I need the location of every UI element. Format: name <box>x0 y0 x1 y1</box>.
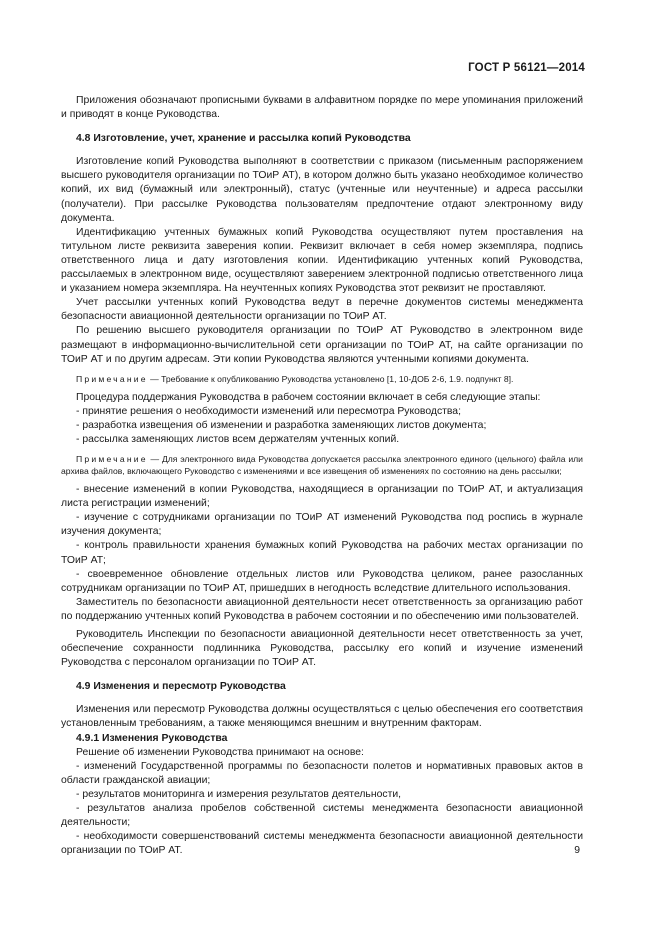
list-item: - разработка извещения об изменении и разработка заменяющих листов документа; <box>76 419 487 431</box>
note-text: — Требование к опубликованию Руководства установлено [1, 10-ДОБ 2-6, 1.9. подпункт 8]. <box>147 373 514 384</box>
list-item: - принятие решения о необходимости изменений или пересмотра Руководства; <box>76 405 461 417</box>
paragraph: Учет рассылки учтенных копий Руководства ведут в перечне документов системы менеджмента безопасности авиационной деятельности организации по ТОиР АТ. <box>61 297 583 323</box>
paragraph: Заместитель по безопасности авиационной деятельности несет ответственность за организацию работ по поддержанию учтенных копий Руководства в рабочем состоянии и по обеспечению ими пользователей. <box>61 596 583 622</box>
bullet-list <box>61 405 583 447</box>
paragraph: Изготовление копий Руководства выполняют в соответствии с приказом (письменным распоряжением высшего руководителя организации по ТОиР АТ), в котором должно быть указано необходимое количество копий, их вид (бумажный или электронный), статус (учтенные или неучтенные) и адреса рассылки (получатели). При рассылке Руководства пользователям предпочтение отдают электронному виду документа. <box>61 156 583 224</box>
note <box>61 453 583 477</box>
note-label: Примечание <box>76 454 148 465</box>
note-label: Примечание <box>76 373 148 384</box>
section-heading-4-9: 4.9 Изменения и пересмотр Руководства <box>76 681 286 693</box>
bullet-list <box>61 760 583 859</box>
list-item: - контроль правильности хранения бумажных копий Руководства на рабочих местах организации по ТОиР АТ; <box>61 540 583 566</box>
paragraph: Процедура поддержания Руководства в рабочем состоянии включает в себя следующие этапы: <box>76 391 541 403</box>
list-item: - результатов анализа пробелов собственной системы менеджмента безопасности авиационной деятельности; <box>61 803 583 829</box>
list-item: - изменений Государственной программы по безопасности полетов и нормативных правовых актов в области гражданской авиации; <box>61 760 583 786</box>
paragraph: Изменения или пересмотр Руководства должны осуществляться с целью обеспечения его соответствия установленным требованиям, а также меняющимся внешним и внутренним факторам. <box>61 704 583 730</box>
paragraph: Руководитель Инспекции по безопасности авиационной деятельности несет ответственность за учет, обеспечение сохранности подлинника Руководства, рассылку его копий и изучение изменений Руководства с персоналом организации по ТОиР АТ. <box>61 629 583 669</box>
subsection-heading-4-9-1: 4.9.1 Изменения Руководства <box>76 732 228 744</box>
paragraph: По решению высшего руководителя организации по ТОиР АТ Руководство в электронном виде размещают в информационно-вычислительной сети организации по ТОиР АТ, на сайте организации по ТОиР АТ и по другим адресам. Эти копии Руководства являются учтенными копиями документа. <box>61 325 583 365</box>
list-item: - результатов мониторинга и измерения результатов деятельности, <box>76 788 402 800</box>
list-item: - внесение изменений в копии Руководства, находящиеся в организации по ТОиР АТ, и актуализация листа регистрации изменений; <box>61 484 583 510</box>
note <box>61 373 583 385</box>
paragraph: Решение об изменении Руководства принимают на основе: <box>76 746 364 758</box>
list-item: - необходимости совершенствований системы менеджмента безопасности авиационной деятельности организации по ТОиР АТ. <box>61 831 583 857</box>
page-body <box>61 94 583 858</box>
paragraph: Приложения обозначают прописными буквами в алфавитном порядке по мере упоминания приложений и приводят в конце Руководства. <box>61 95 583 121</box>
list-item: - рассылка заменяющих листов всем держателям учтенных копий. <box>76 433 400 445</box>
list-item: - изучение с сотрудниками организации по ТОиР АТ изменений Руководства под роспись в журнале изучения документа; <box>61 512 583 538</box>
page-number: 9 <box>574 845 580 856</box>
list-item: - своевременное обновление отдельных листов или Руководства целиком, ранее разосланных сотрудникам организации по ТОиР АТ, пришедших в негодность вследствие длительного использования. <box>61 568 583 594</box>
standard-header: ГОСТ Р 56121—2014 <box>468 62 585 74</box>
note-text: — Для электронного вида Руководства допускается рассылка электронного единого (цельного) файла или архива файлов, включающего Руководство с изменениями и все извещения об изменениях по состоянию на день рассылки; <box>61 454 583 477</box>
section-heading-4-8: 4.8 Изготовление, учет, хранение и рассылка копий Руководства <box>76 133 411 145</box>
bullet-list <box>61 483 583 596</box>
paragraph: Идентификацию учтенных бумажных копий Руководства осуществляют путем проставления на титульном листе реквизита заверения копии. Реквизит включает в себя номер экземпляра, подпись ответственного лица и дату изготовления копии. Идентификацию учтенных копий Руководства, рассылаемых в электронном виде, осуществляют заверением электронной подписью ответственного лица и указанием номера экземпляра. На неучтенных копиях Руководства этот реквизит не проставляют. <box>61 226 583 295</box>
